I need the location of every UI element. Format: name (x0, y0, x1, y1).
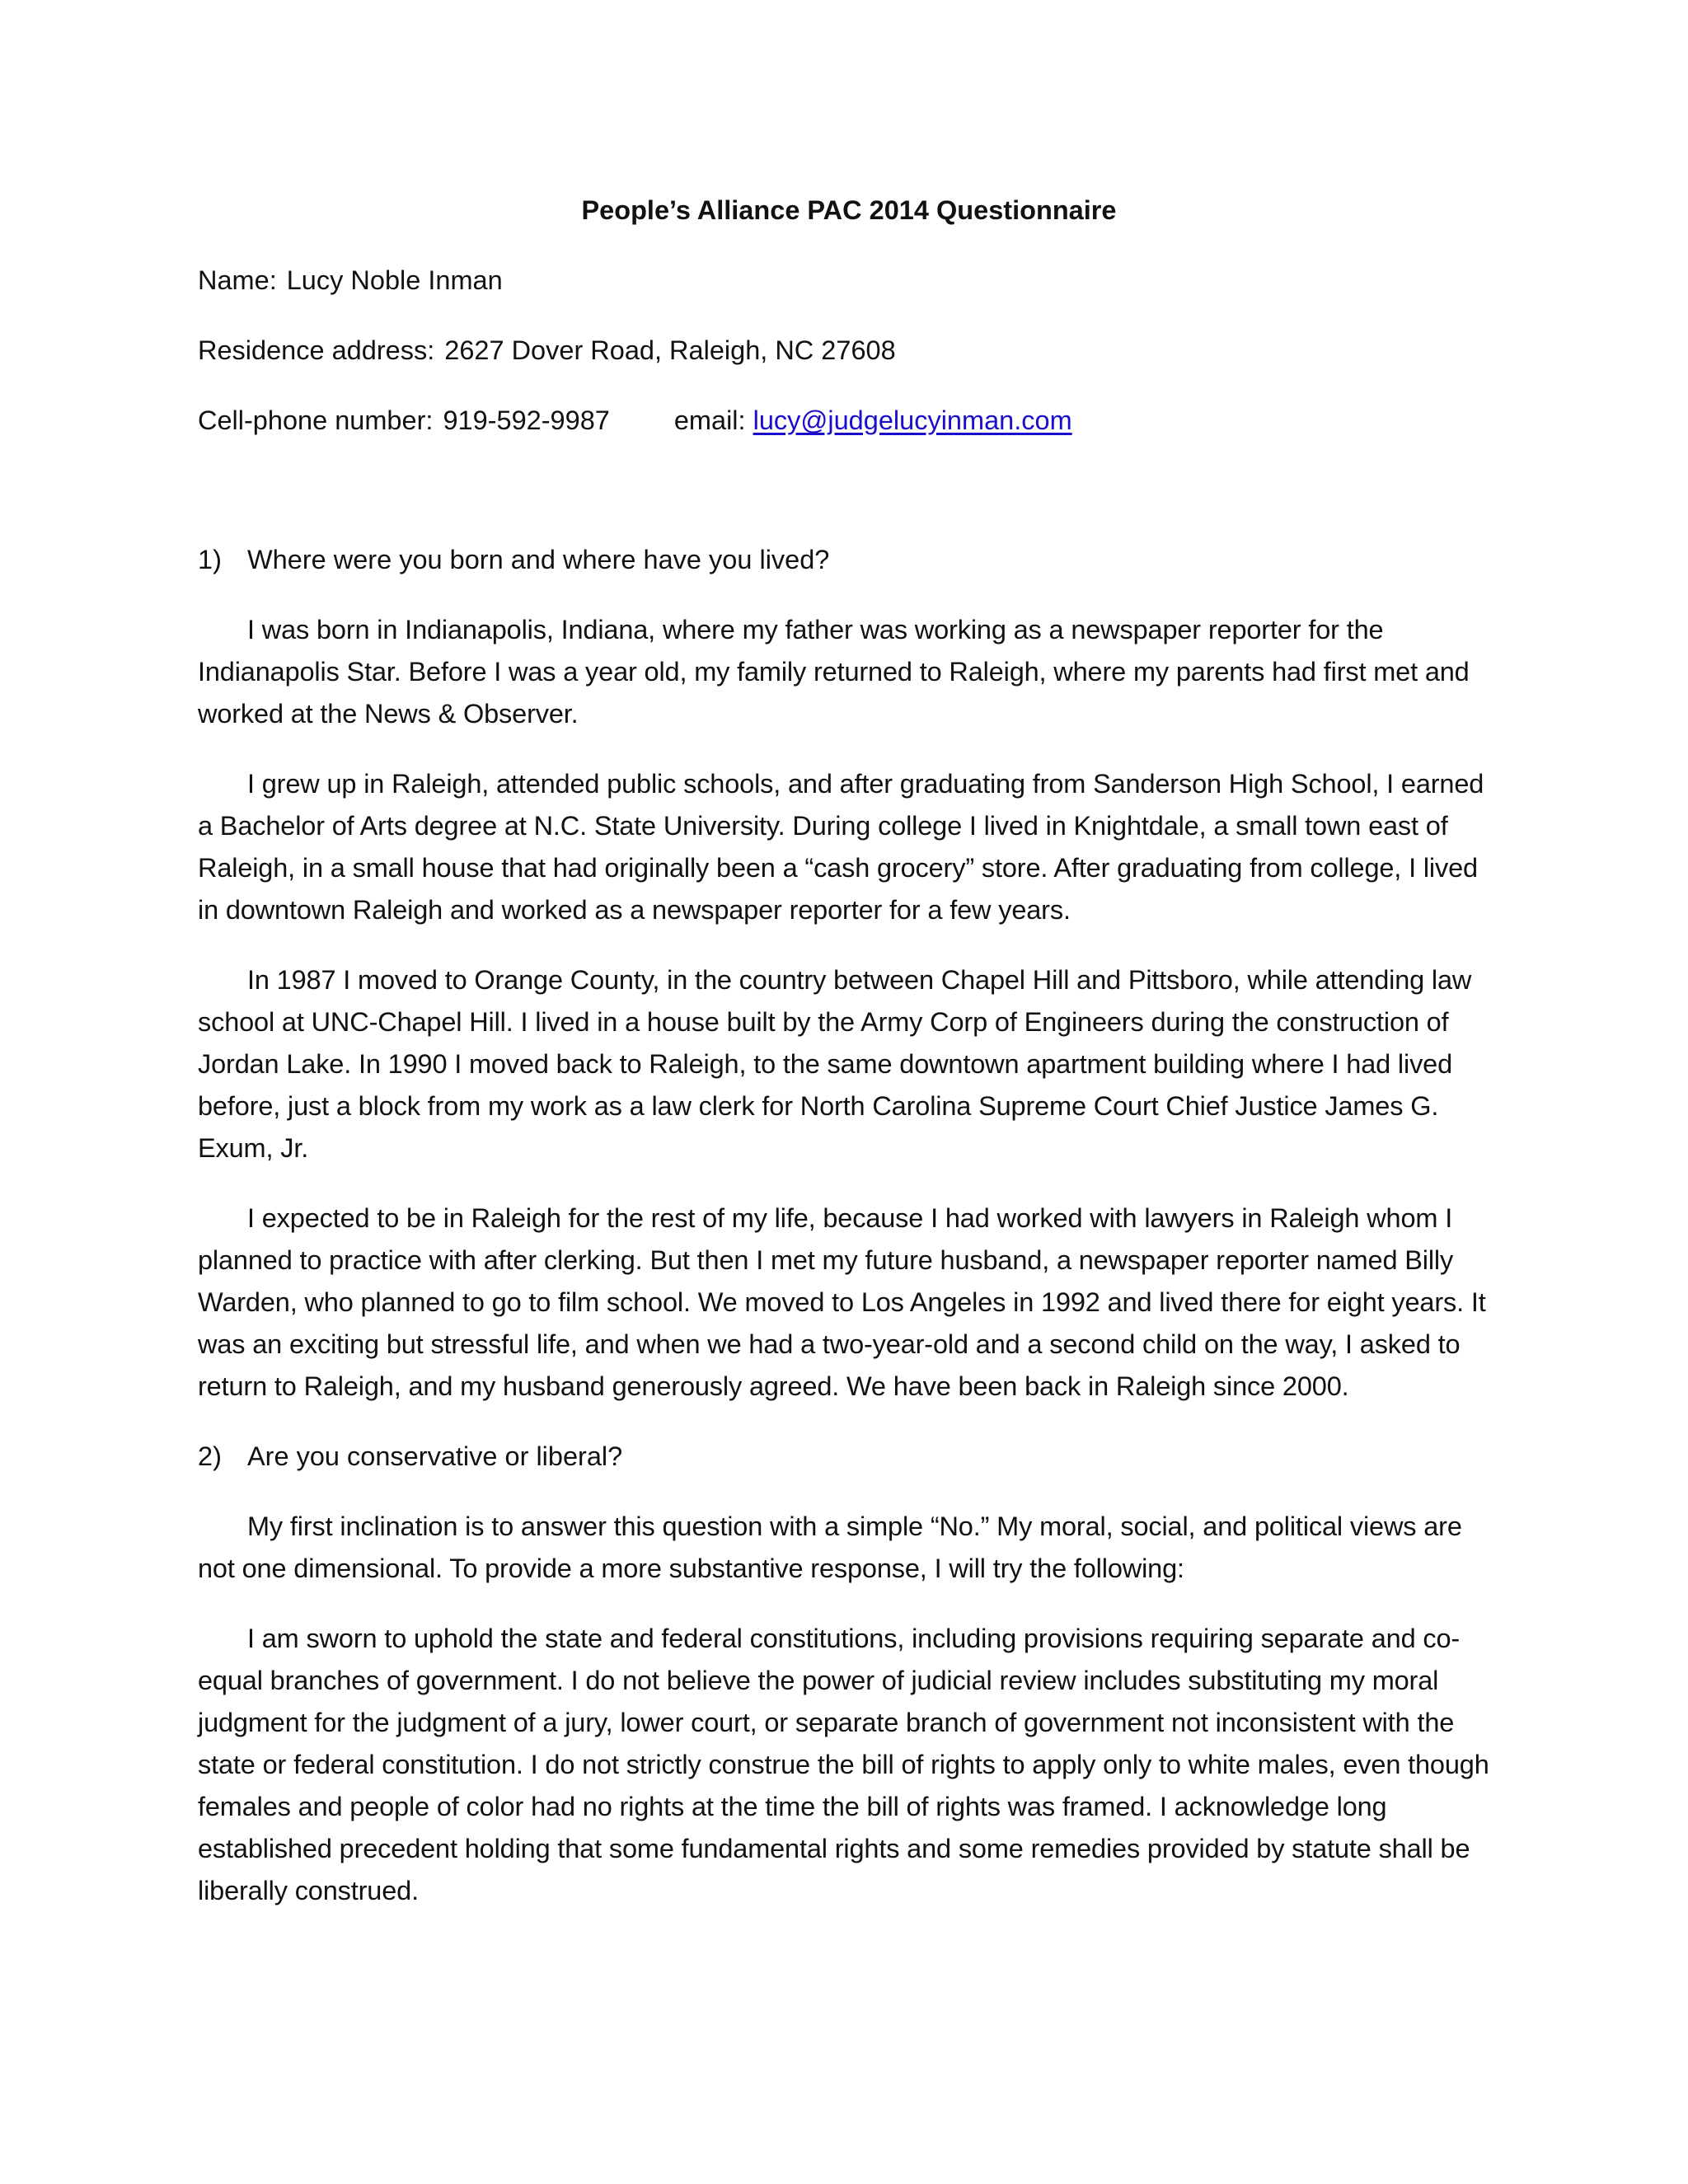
cell-value: 919-592-9987 (443, 405, 610, 435)
answer-paragraph: I am sworn to uphold the state and federal constitutions, including provisions requiring separate and co-equal branches of government. I do not believe the power of judicial review includes substituting my moral judgment for the judgment of a jury, lower court, or separate branch of government not inconsistent with the state or federal constitution. I do not strictly construe the bill of rights to apply only to white males, even though females and people of color had no rights at the time the bill of rights was framed. I acknowledge long established precedent holding that some fundamental rights and some remedies provided by statute shall be liberally construed. (198, 1624, 1489, 1905)
name-value: Lucy Noble Inman (286, 265, 503, 295)
question-text: Where were you born and where have you lived? (247, 545, 830, 574)
question-text: Are you conservative or liberal? (247, 1441, 623, 1471)
email-link[interactable]: lucy@judgelucyinman.com (753, 405, 1072, 435)
email-label: email: (673, 405, 746, 435)
answer-paragraph: My first inclination is to answer this question with a simple “No.” My moral, social, and political views are not one dimensional. To provide a more substantive response, I will try the following: (198, 1511, 1462, 1583)
residence-label: Residence address: (198, 335, 435, 365)
residence-value: 2627 Dover Road, Raleigh, NC 27608 (444, 335, 896, 365)
answer-paragraph: In 1987 I moved to Orange County, in the country between Chapel Hill and Pittsboro, while attending law school at UNC-Chapel Hill. I lived in a house built by the Army Corp of Engineers during the construction of Jordan Lake. In 1990 I moved back to Raleigh, to the same downtown apartment building where I had lived before, just a block from my work as a law clerk for North Carolina Supreme Court Chief Justice James G. Exum, Jr. (198, 965, 1472, 1163)
question-2 (198, 1436, 1500, 1478)
name-field (198, 260, 1500, 302)
answer-paragraph: I was born in Indianapolis, Indiana, where my father was working as a newspaper reporter for the Indianapolis Star. Before I was a year old, my family returned to Raleigh, where my parents had first met and worked at the News & Observer. (198, 615, 1470, 729)
answer-paragraph: I grew up in Raleigh, attended public schools, and after graduating from Sanderson High School, I earned a Bachelor of Arts degree at N.C. State University. During college I lived in Knightdale, a small town east of Raleigh, in a small house that had originally been a “cash grocery” store. After graduating from college, I lived in downtown Raleigh and worked as a newspaper reporter for a few years. (198, 769, 1484, 925)
name-label: Name: (198, 265, 277, 295)
question-number: 2) (198, 1441, 222, 1471)
document-page (198, 190, 1500, 1940)
question-number: 1) (198, 545, 222, 574)
section-spacer (198, 470, 1500, 539)
document-title: People’s Alliance PAC 2014 Questionnaire (581, 195, 1117, 225)
question-1 (198, 539, 1500, 581)
residence-field (198, 330, 1500, 372)
cell-label: Cell-phone number: (198, 405, 434, 435)
contact-field (198, 400, 1500, 442)
answer-paragraph: I expected to be in Raleigh for the rest of my life, because I had worked with lawyers in Raleigh whom I planned to practice with after clerking. But then I met my future husband, a newspaper reporter named Billy Warden, who planned to go to film school. We moved to Los Angeles in 1992 and lived there for eight years. It was an exciting but stressful life, and when we had a two-year-old and a second child on the way, I asked to return to Raleigh, and my husband generously agreed. We have been back in Raleigh since 2000. (198, 1203, 1486, 1401)
